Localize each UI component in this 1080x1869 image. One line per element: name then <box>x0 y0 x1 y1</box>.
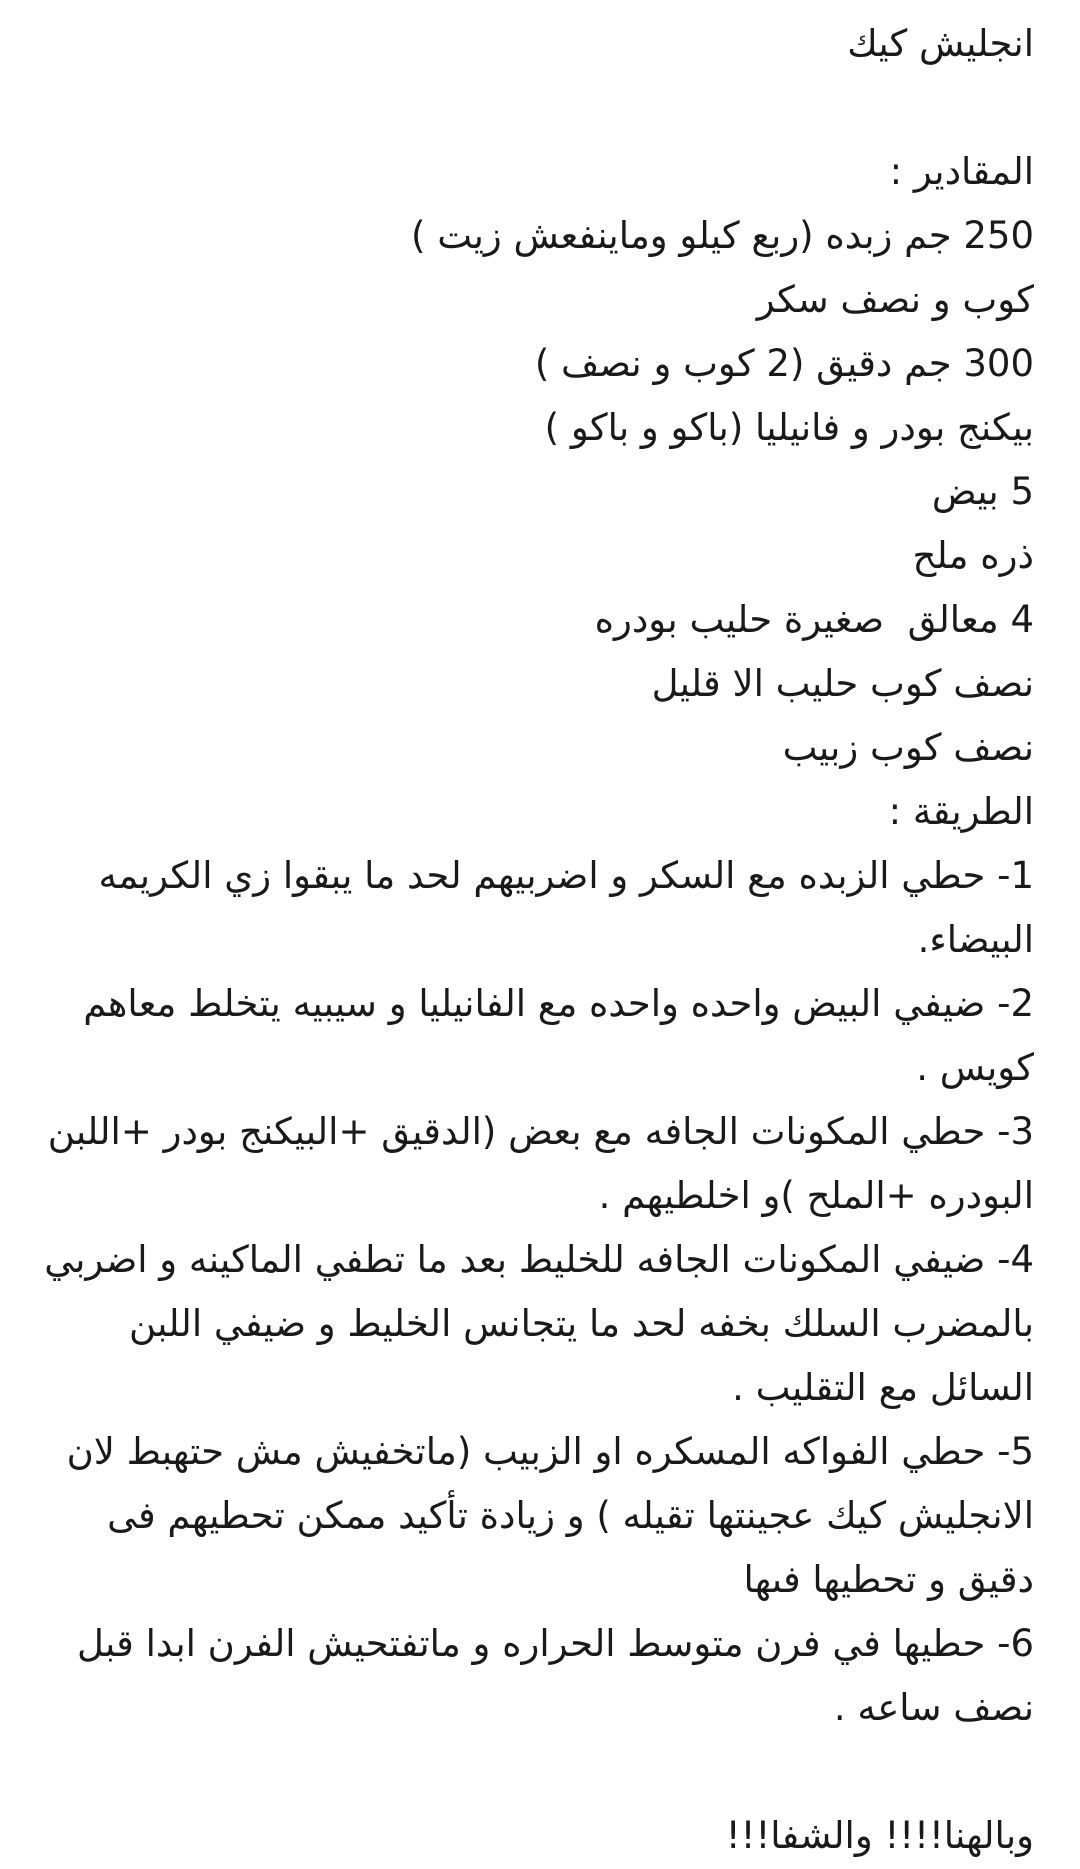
ingredient-item: ذره ملح <box>912 534 1034 577</box>
ingredient-item: كوب و نصف سكر <box>756 278 1034 321</box>
method-step: 2- ضيفي البيض واحده واحده مع الفانيليا و سيبيه يتخلط معاهم كويس . <box>71 982 1034 1089</box>
spacer <box>40 1740 1034 1804</box>
method-step: 6- حطيها في فرن متوسط الحراره و ماتفتحيش الفرن ابدا قبل نصف ساعه . <box>65 1622 1034 1729</box>
ingredient-item: 300 جم دقيق (2 كوب و نصف ) <box>534 342 1034 385</box>
spacer <box>40 76 1034 140</box>
ingredient-item: بيكنج بودر و فانيليا (باكو و باكو ) <box>544 406 1034 449</box>
method-step: 5- حطي الفواكه المسكره او الزبيب (ماتخفيش مش حتهبط لان الانجليش كيك عجينتها تقيله ) و زيادة تأكيد ممكن تحطيهم فى دقيق و تحطيها فىها <box>54 1430 1034 1601</box>
closing-text: وبالهنا!!!! والشفا!!! <box>725 1814 1034 1857</box>
method-heading: الطريقة : <box>888 790 1034 833</box>
method-step: 1- حطي الزبده مع السكر و اضربيهم لحد ما يبقوا زي الكريمه البيضاء. <box>86 854 1034 961</box>
ingredient-item: 4 معالق صغيرة حليب بودره <box>594 598 1034 641</box>
ingredients-heading: المقادير : <box>889 150 1034 193</box>
ingredient-item: نصف كوب حليب الا قليل <box>651 662 1034 705</box>
recipe-title: انجليش كيك <box>847 22 1034 65</box>
method-step: 4- ضيفي المكونات الجافه للخليط بعد ما تطفي الماكينه و اضربي بالمضرب السلك بخفه لحد ما يتجانس الخليط و ضيفي اللبن السائل مع التقليب . <box>32 1238 1034 1409</box>
ingredient-item: 5 بيض <box>931 470 1034 513</box>
ingredient-item: نصف كوب زبيب <box>782 726 1034 769</box>
ingredient-item: 250 جم زبده (ربع كيلو وماينفعش زيت ) <box>411 214 1034 257</box>
method-step: 3- حطي المكونات الجافه مع بعض (الدقيق +البيكنج بودر +اللبن البودره +الملح )و اخلطيهم . <box>35 1110 1034 1217</box>
